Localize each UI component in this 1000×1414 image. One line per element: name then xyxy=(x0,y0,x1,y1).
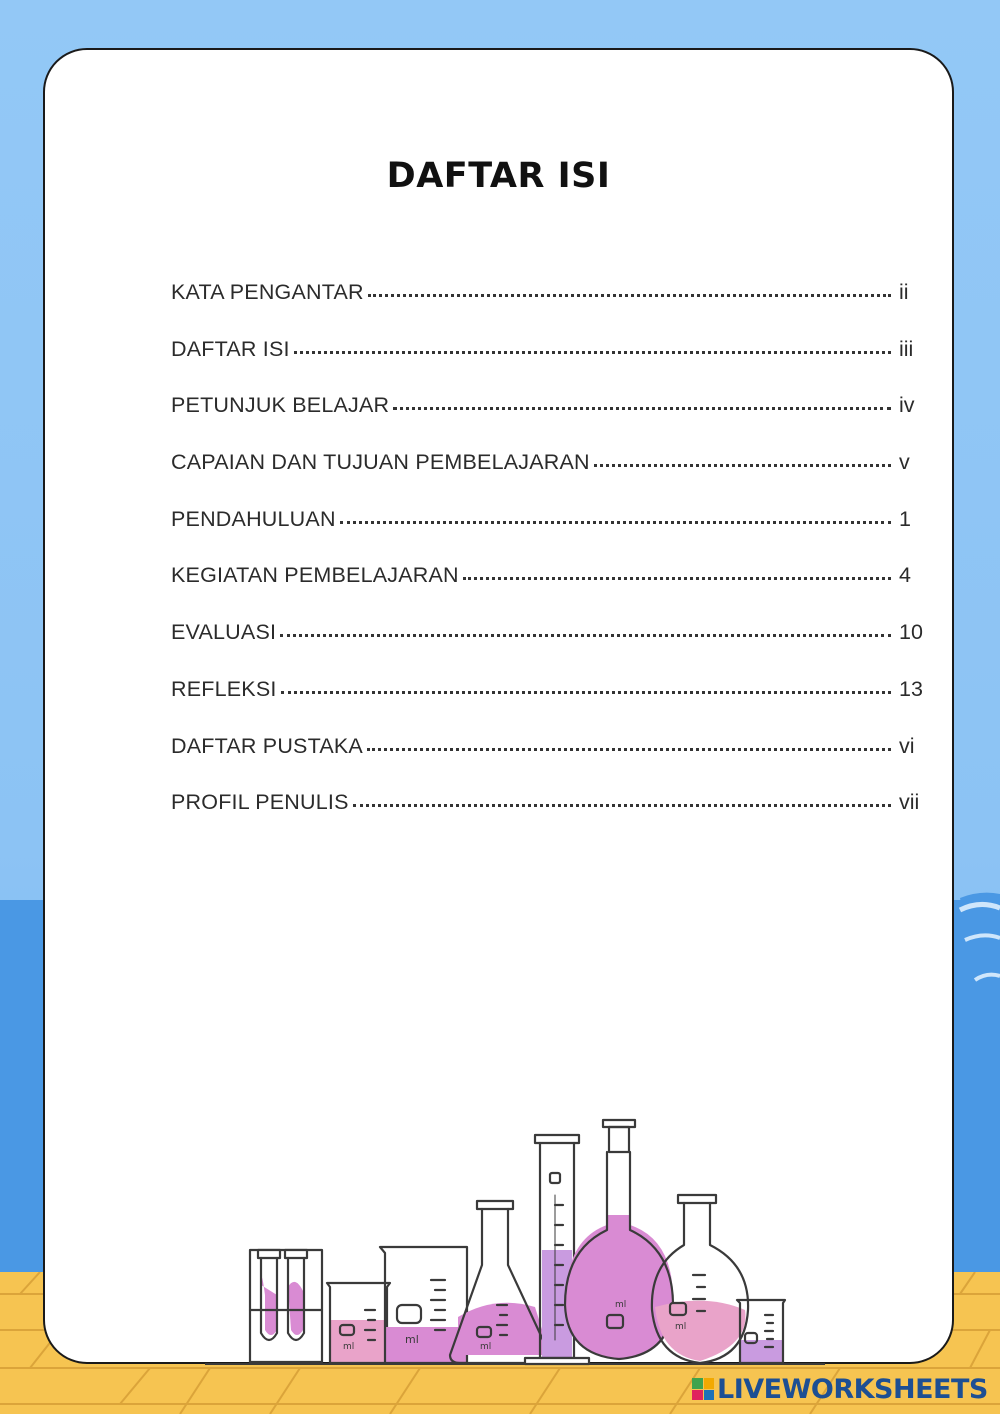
toc-entry-label: REFLEKSI xyxy=(171,676,277,701)
toc-row xyxy=(171,734,925,791)
liveworksheets-logo-icon xyxy=(692,1378,714,1400)
toc-row xyxy=(171,677,925,734)
toc-row xyxy=(171,450,925,507)
toc-entry-label: KEGIATAN PEMBELAJARAN xyxy=(171,563,459,588)
toc-row xyxy=(171,790,925,847)
test-tube-rack xyxy=(250,1250,322,1362)
table-of-contents xyxy=(171,280,925,847)
toc-entry-label: KATA PENGANTAR xyxy=(171,280,364,304)
unit-label: ml xyxy=(405,1333,419,1346)
toc-leader-dots xyxy=(463,577,891,580)
toc-row xyxy=(171,337,925,394)
toc-leader-dots xyxy=(368,294,891,297)
toc-leader-dots xyxy=(280,634,891,637)
toc-entry-label: PROFIL PENULIS xyxy=(171,790,349,815)
unit-label: ml xyxy=(675,1322,687,1332)
lab-glassware-illustration xyxy=(205,1115,825,1370)
toc-leader-dots xyxy=(294,351,891,354)
toc-leader-dots xyxy=(353,804,891,807)
liveworksheets-watermark xyxy=(692,1372,988,1406)
page-title: DAFTAR ISI xyxy=(386,156,611,196)
toc-row xyxy=(171,507,925,564)
toc-page-number: 10 xyxy=(899,620,923,645)
unit-label: ml xyxy=(480,1342,492,1352)
toc-page-number: v xyxy=(899,450,910,475)
small-beaker xyxy=(327,1283,390,1363)
toc-row xyxy=(171,563,925,620)
toc-entry-label: CAPAIAN DAN TUJUAN PEMBELAJARAN xyxy=(171,450,590,475)
erlenmeyer-flask xyxy=(450,1201,550,1363)
toc-page-number: 4 xyxy=(899,563,911,588)
volumetric-flask xyxy=(565,1120,673,1359)
unit-label: ml xyxy=(615,1300,627,1310)
toc-row xyxy=(171,280,925,337)
toc-leader-dots xyxy=(340,521,891,524)
toc-entry-label: PENDAHULUAN xyxy=(171,506,336,531)
toc-page-number: vii xyxy=(899,790,920,815)
watermark-text: LIVEWORKSHEETS xyxy=(717,1373,988,1405)
unit-label: ml xyxy=(343,1342,355,1352)
toc-leader-dots xyxy=(367,748,891,751)
toc-page-number: vi xyxy=(899,733,915,758)
toc-entry-label: PETUNJUK BELAJAR xyxy=(171,393,390,418)
toc-leader-dots xyxy=(594,464,891,467)
toc-entry-label: DAFTAR PUSTAKA xyxy=(171,733,363,758)
toc-leader-dots xyxy=(281,691,891,694)
toc-page-number: iii xyxy=(899,336,914,361)
toc-page-number: 13 xyxy=(899,676,923,701)
toc-leader-dots xyxy=(393,407,891,410)
wave-foam xyxy=(955,890,1000,1040)
toc-page-number: ii xyxy=(899,280,909,304)
toc-entry-label: EVALUASI xyxy=(171,620,277,645)
toc-page-number: iv xyxy=(899,393,915,418)
toc-page-number: 1 xyxy=(899,506,911,531)
toc-entry-label: DAFTAR ISI xyxy=(171,336,290,361)
toc-row xyxy=(171,620,925,677)
toc-row xyxy=(171,393,925,450)
